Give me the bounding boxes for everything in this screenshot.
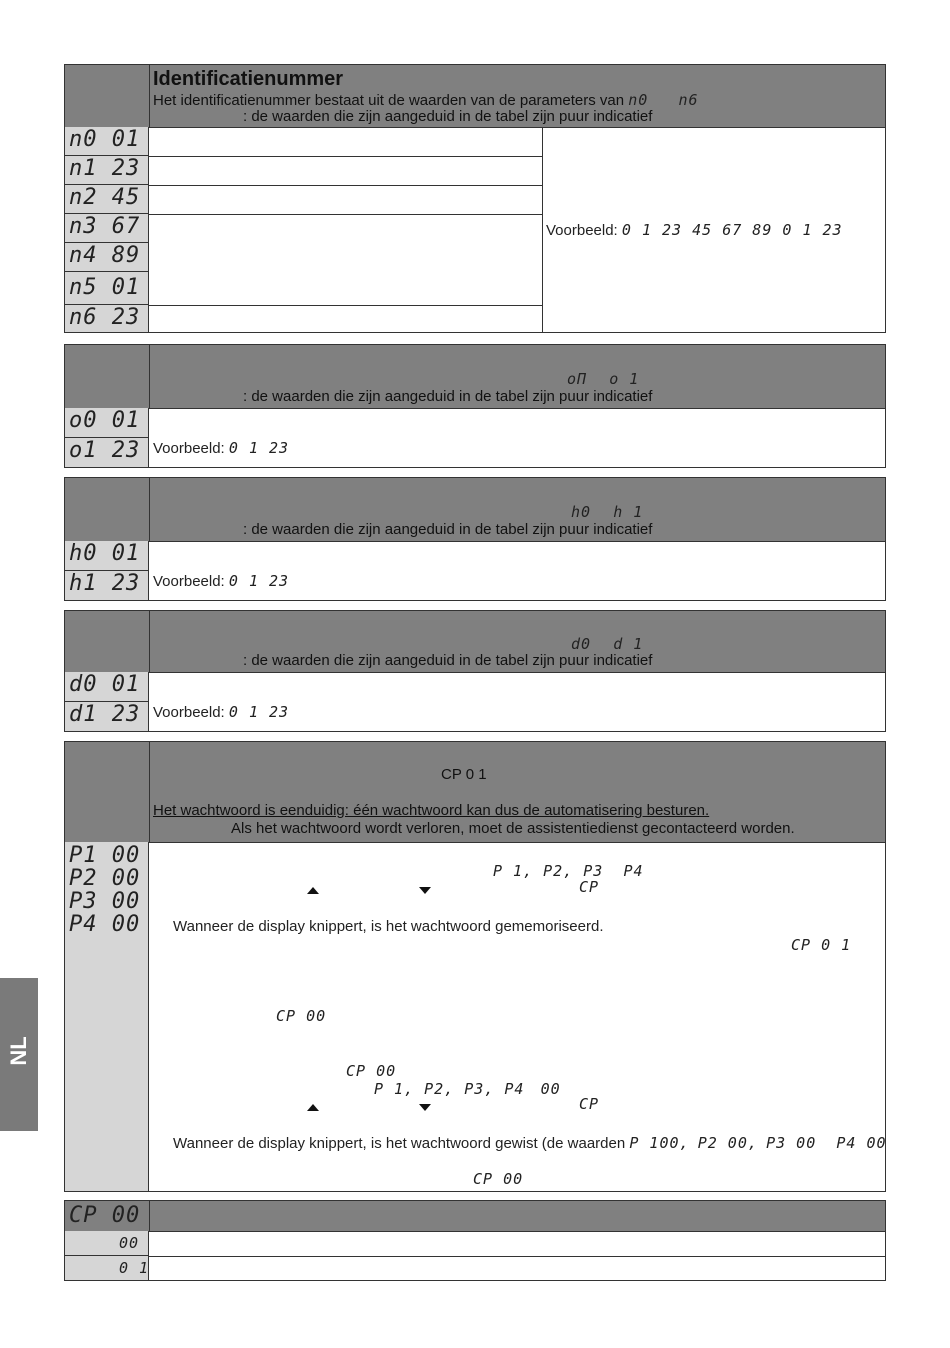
header-left-cell [65,742,150,842]
example-value: 0 1 23 [228,572,290,590]
lcd-p3: P3 00 [69,889,141,914]
lcd-o1: o1 23 [69,438,141,463]
cp-row-00 [65,1231,149,1256]
h-line2: : de waarden die zijn aangeduid in de tabel zijn puur indicatief [243,521,653,538]
arrow-down-icon [419,1104,431,1111]
divider [149,305,542,306]
h-seg-line [571,503,643,522]
lcd-n0: n0 01 [69,127,141,152]
seg-o1: o 1 [609,370,640,388]
lcd-h0: h0 01 [69,541,141,566]
identification-line2: : de waarden die zijn aangeduid in de tabel zijn puur indicatief [243,108,653,125]
row-n2 [65,185,149,214]
seg-n0: n0 [628,91,649,109]
lcd-p1: P1 00 [69,843,141,868]
row-h0 [65,541,149,571]
divider [149,214,542,215]
row-h1 [65,571,149,600]
seg-n6: n6 [678,91,699,109]
cp-table-header [65,1201,885,1232]
seg-p300: P3 00 [766,1134,817,1152]
identification-header [65,65,885,128]
divider [149,185,542,186]
o-header [65,345,885,409]
seg-d1: d 1 [613,635,644,653]
cp-val-01: 0 1 [119,1259,150,1277]
row-n4 [65,243,149,272]
d-header [65,611,885,673]
password-block [64,741,886,1192]
example-label: Voorbeeld: [153,440,225,457]
lcd-n5: n5 01 [69,275,141,300]
o-seg-line [567,370,639,389]
row-n3 [65,214,149,243]
row-d1 [65,702,149,731]
lcd-p4: P4 00 [69,912,141,937]
arrow-up-icon [307,887,319,894]
d-line2: : de waarden die zijn aangeduid in de tabel zijn puur indicatief [243,652,653,669]
header-left-cell [65,478,150,541]
lcd-n6: n6 23 [69,305,141,330]
seg-p400: P4 00 [836,1134,887,1152]
row-n0 [65,127,149,156]
seg-cp: CP [579,878,600,896]
lcd-p2: P2 00 [69,866,141,891]
identification-title: Identificatienummer [153,68,344,90]
seg-p100: P 100, [629,1134,690,1152]
header-left-cell [65,65,150,127]
identification-number-block [64,64,886,333]
password-header [65,742,885,843]
cp-table-block [64,1200,886,1281]
example-value: 0 1 23 [228,703,290,721]
cp-row-01 [65,1256,149,1280]
password-warning: Het wachtwoord is eenduidig: één wachtwoord kan dus de automatisering besturen. [153,802,710,819]
arrow-down-icon [419,887,431,894]
lcd-d0: d0 01 [69,672,141,697]
seg-on: oΠ [567,370,588,388]
seg-p4: P4 [623,862,644,880]
divider [149,156,542,157]
seg-p-line [493,862,644,881]
identification-line1-text: Het identificatienummer bestaat uit de waarden van de parameters van [153,92,625,109]
row-o1 [65,438,149,467]
row-d0 [65,672,149,702]
seg-cp00-c: CP 00 [473,1170,524,1188]
seg-cp00-b: CP 00 [346,1062,397,1080]
row-n1 [65,156,149,185]
password-rows [65,842,149,1191]
h-header [65,478,885,542]
divider [149,1256,885,1257]
lcd-n1: n1 23 [69,156,141,181]
language-tab-label: NL [6,1036,31,1066]
header-left-cell [65,345,150,408]
d-example [153,703,289,722]
seg-p123: P 1, P2, P3 [493,862,604,880]
lcd-n2: n2 45 [69,185,141,210]
seg-p-all-line [374,1080,561,1099]
lcd-cp00: CP 00 [69,1203,141,1228]
cp-val-00: 00 [119,1234,140,1252]
h-parameter-block [64,477,886,601]
seg-cp00-a: CP 00 [276,1007,327,1025]
language-tab [0,978,38,1131]
row-o0 [65,408,149,438]
seg-h0: h0 [571,503,592,521]
o-line2: : de waarden die zijn aangeduid in de tabel zijn puur indicatief [243,388,653,405]
d-parameter-block [64,610,886,732]
example-label: Voorbeeld: [153,704,225,721]
seg-cp-b: CP [579,1095,600,1113]
o-example [153,439,289,458]
lcd-n3: n3 67 [69,214,141,239]
lcd-o0: o0 01 [69,408,141,433]
header-left-cell [65,611,150,672]
identification-example [546,221,843,240]
example-label: Voorbeeld: [153,573,225,590]
h-example [153,572,289,591]
arrow-up-icon [307,1104,319,1111]
lcd-n4: n4 89 [69,243,141,268]
example-value: 0 1 23 [228,439,290,457]
lcd-h1: h1 23 [69,571,141,596]
seg-d0: d0 [571,635,592,653]
example-value: 0 1 23 45 67 89 0 1 23 [621,221,843,239]
row-n5 [65,272,149,305]
seg-h1: h 1 [613,503,644,521]
seg-cp01: CP 0 1 [441,766,487,783]
example-label: Voorbeeld: [546,222,618,239]
password-lost-note: Als het wachtwoord wordt verloren, moet de assistentiedienst gecontacteerd worden. [231,820,795,837]
memorized-note: Wanneer de display knippert, is het wachtwoord gememoriseerd. [173,918,604,935]
seg-p-all: P 1, P2, P3, P4 [374,1080,525,1098]
erased-text: Wanneer de display knippert, is het wachtwoord gewist (de waarden [173,1135,626,1152]
divider [542,127,543,332]
seg-cp01-b: CP 0 1 [791,936,852,954]
seg-p200: P2 00, [697,1134,758,1152]
seg-00: 00 [540,1080,561,1098]
o-parameter-block [64,344,886,468]
lcd-d1: d1 23 [69,702,141,727]
row-n6 [65,305,149,332]
erased-note [173,1134,887,1153]
